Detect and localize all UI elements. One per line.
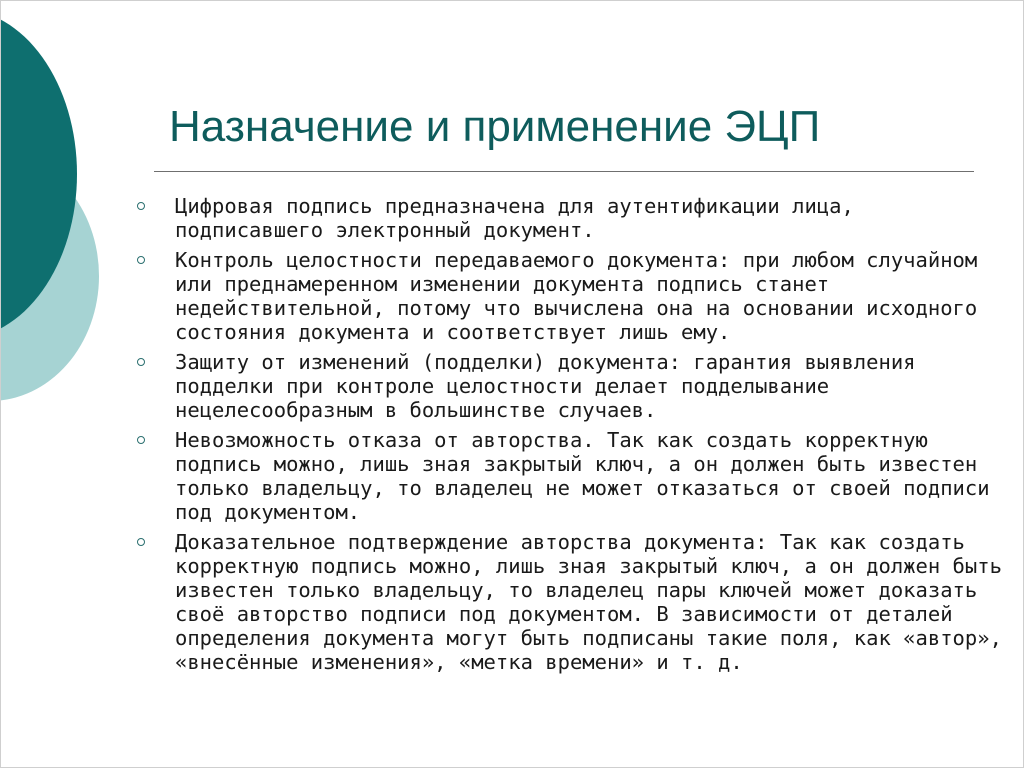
circle-bullet-icon — [137, 436, 145, 444]
bullet-text: Доказательное подтверждение авторства документа: Так как создать корректную подпись можно, лишь зная закрытый ключ, а он должен быть известен только владельцу, то владелец пары ключей может доказать своё авторство подписи под документом. В зависимости от деталей определения документа могут быть подписаны такие поля, как «автор», «внесённые изменения», «метка времени» и т. д. — [175, 530, 1002, 674]
circle-bullet-icon — [137, 358, 145, 366]
slide-title: Назначение и применение ЭЦП — [169, 102, 821, 151]
bullet-item — [129, 350, 1009, 422]
circle-bullet-icon — [137, 538, 145, 546]
bullet-text: Защиту от изменений (подделки) документа: гарантия выявления подделки при контроле целостности делает подделывание нецелесообразным в большинстве случаев. — [175, 350, 916, 422]
bullet-item — [129, 530, 1009, 674]
bullet-item — [129, 194, 1009, 242]
circle-bullet-icon — [137, 202, 145, 210]
circle-bullet-icon — [137, 256, 145, 264]
bullet-text: Контроль целостности передаваемого документа: при любом случайном или преднамеренном изменении документа подпись станет недействительной, потому что вычислена она на основании исходного состояния документа и соответствует лишь ему. — [175, 248, 978, 344]
title-divider — [154, 171, 974, 172]
bullet-list — [129, 194, 1009, 680]
bullet-text: Невозможность отказа от авторства. Так как создать корректную подпись можно, лишь зная закрытый ключ, а он должен быть известен только владельцу, то владелец не может отказаться от своей подписи под документом. — [175, 428, 990, 524]
bullet-item — [129, 248, 1009, 344]
bullet-item — [129, 428, 1009, 524]
bullet-text: Цифровая подпись предназначена для аутентификации лица, подписавшего электронный документ. — [175, 194, 854, 242]
